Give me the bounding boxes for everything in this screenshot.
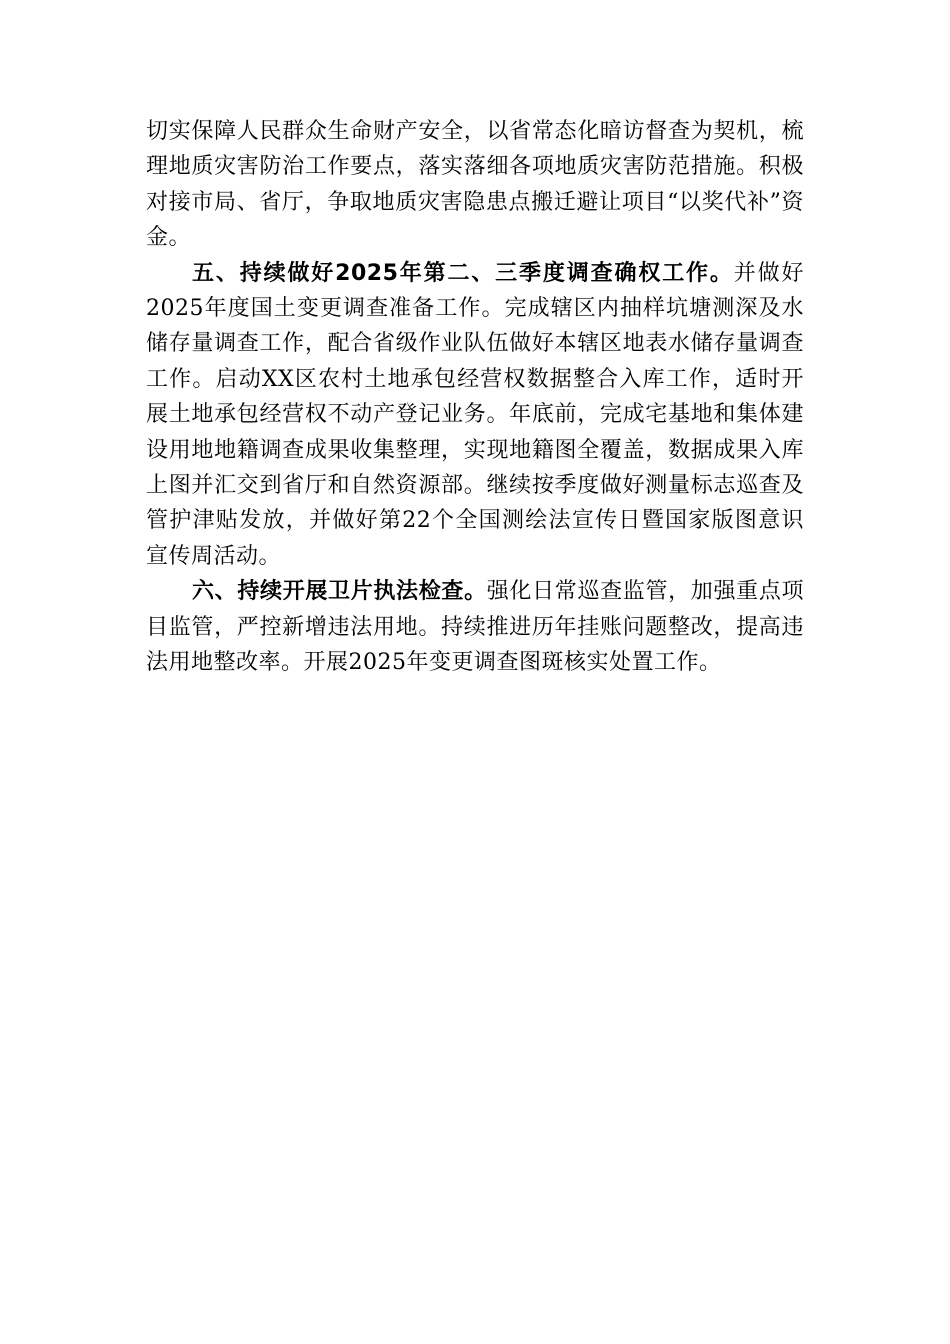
paragraph-body: 强化日常巡查监管，加强重点项目监管，严控新增违法用地。持续推进历年挂账问题整改，提高违法用地整改率。开展2025年变更调查图斑核实处置工作。	[146, 579, 804, 676]
document-body	[146, 114, 804, 681]
paragraph-geological-disaster	[146, 114, 804, 256]
paragraph-satellite-enforcement	[146, 574, 804, 680]
section-heading-six: 六、持续开展卫片执法检查。	[192, 579, 487, 605]
section-heading-five: 五、持续做好2025年第二、三季度调查确权工作。	[192, 260, 734, 286]
paragraph-body: 并做好2025年度国土变更调查准备工作。完成辖区内抽样坑塘测深及水储存量调查工作，配合省级作业队伍做好本辖区地表水储存量调查工作。启动XX区农村土地承包经营权数据整合入库工作，适时开展土地承包经营权不动产登记业务。年底前，完成宅基地和集体建设用地地籍调查成果收集整理，实现地籍图全覆盖，数据成果入库上图并汇交到省厅和自然资源部。继续按季度做好测量标志巡查及管护津贴发放，并做好第22个全国测绘法宣传日暨国家版图意识宣传周活动。	[146, 260, 804, 569]
paragraph-body: 切实保障人民群众生命财产安全，以省常态化暗访督查为契机，梳理地质灾害防治工作要点，落实落细各项地质灾害防范措施。积极对接市局、省厅，争取地质灾害隐患点搬迁避让项目“以奖代补”资金。	[146, 119, 804, 251]
paragraph-survey-rights	[146, 256, 804, 575]
